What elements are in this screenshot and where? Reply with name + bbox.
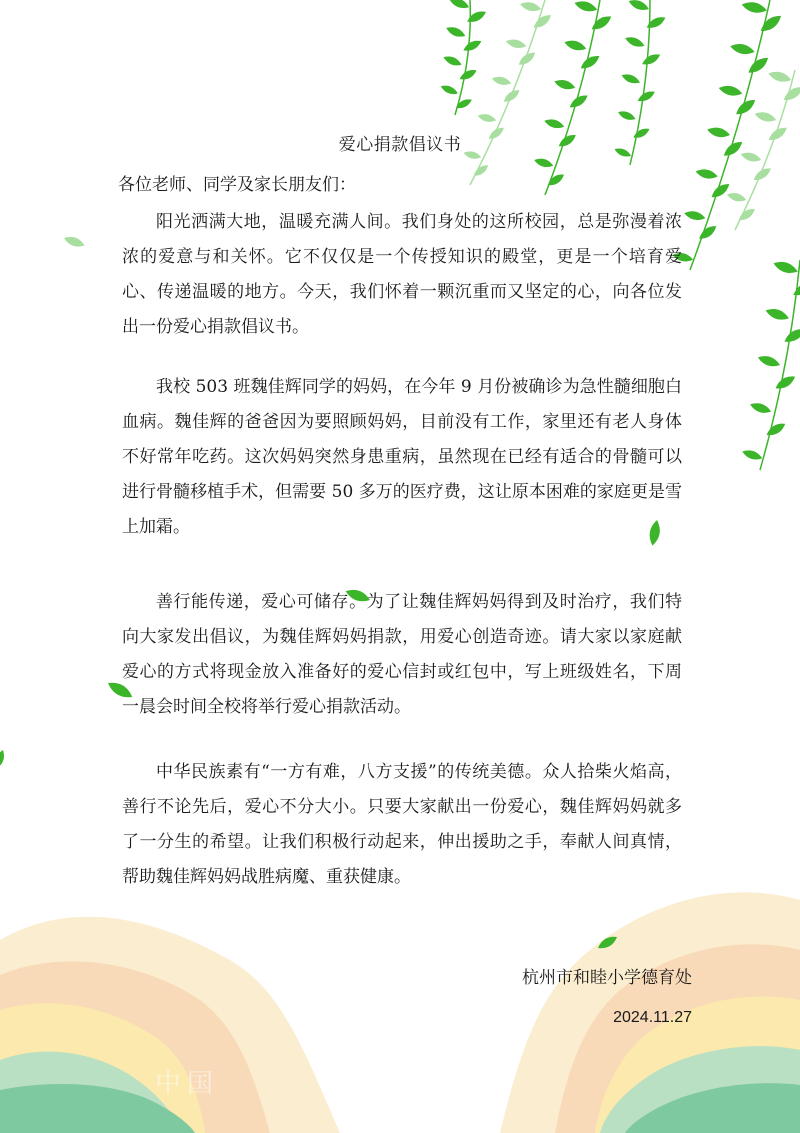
paragraph-closing: 中华民族素有“一方有难，八方支援”的传统美德。众人拾柴火焰高，善行不论先后，爱心不分大小。只要大家献出一份爱心，魏佳辉妈妈就多了一分生的希望。让我们积极行动起来，伸出援助之手，奉献人间真情，帮助魏佳辉妈妈战胜病魔、重获健康。	[122, 762, 682, 887]
document-title: 爱心捐款倡议书	[338, 135, 462, 155]
paragraph-intro: 阳光洒满大地，温暖充满人间。我们身处的这所校园，总是弥漫着浓浓的爱意与和关怀。它不仅仅是一个传授知识的殿堂，更是一个培育爱心、传递温暖的地方。今天，我们怀着一颗沉重而又坚定的心，向各位发出一份爱心捐款倡议书。	[122, 212, 682, 337]
signature-organization: 杭州市和睦小学德育处	[522, 968, 692, 988]
greeting-line: 各位老师、同学及家长朋友们：	[118, 175, 356, 195]
signature-date: 2024.11.27	[613, 1009, 692, 1026]
paragraph-situation: 我校 503 班魏佳辉同学的妈妈，在今年 9 月份被确诊为急性髓细胞白血病。魏佳辉的爸爸因为要照顾妈妈，目前没有工作，家里还有老人身体不好常年吃药。这次妈妈突然身患重病，虽然现在已经有适合的骨髓可以进行骨髓移植手术，但需要 50 多万的医疗费，这让原本困难的家庭更是雪上加霜。	[122, 377, 682, 537]
watermark-text: 中国	[155, 1069, 220, 1099]
paragraph-appeal: 善行能传递，爱心可储存。为了让魏佳辉妈妈得到及时治疗，我们特向大家发出倡议，为魏佳辉妈妈捐款，用爱心创造奇迹。请大家以家庭献爱心的方式将现金放入准备好的爱心信封或红包中，写上班级姓名，下周一晨会时间全校将举行爱心捐款活动。	[122, 592, 682, 717]
